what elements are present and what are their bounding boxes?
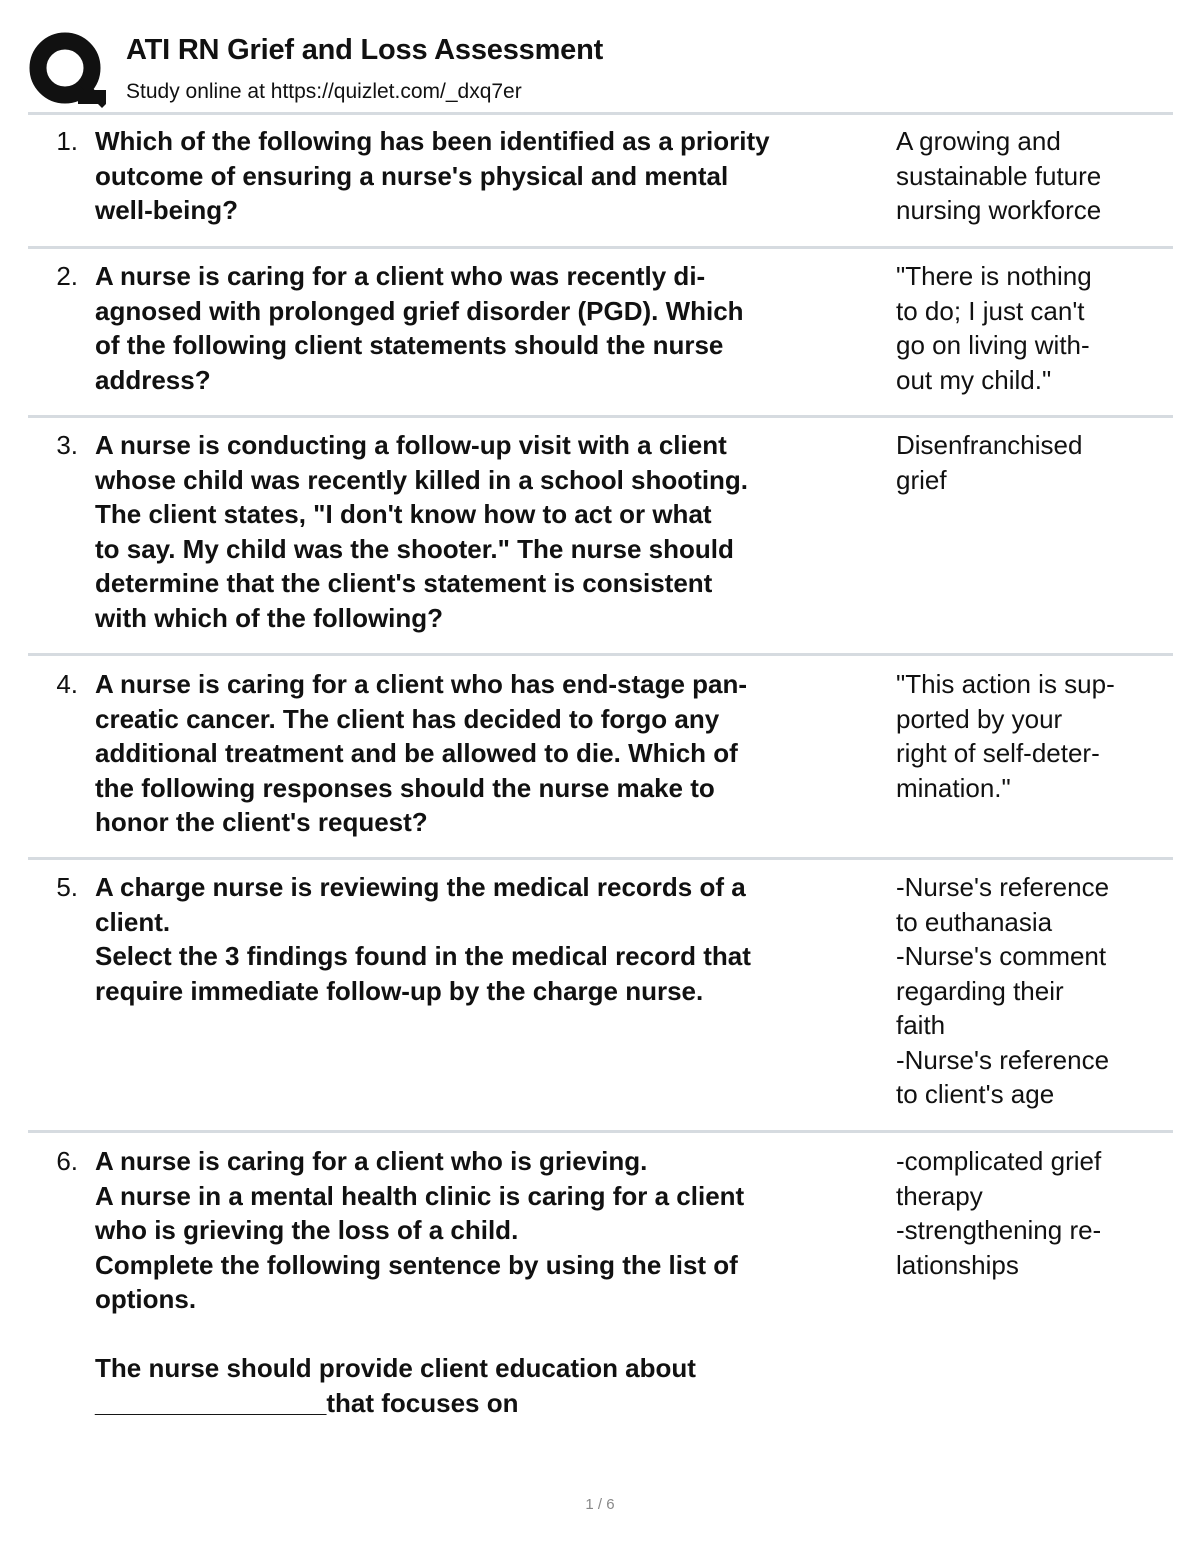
divider (28, 246, 1173, 249)
card-question: Which of the following has been identified as a priority outcome of ensuring a nurse's physical and mental well-being? (95, 126, 770, 225)
card-answer: Disenfranchised grief (896, 430, 1083, 495)
divider (28, 1130, 1173, 1133)
card-answer: "There is nothing to do; I just can't go on living with- out my child." (896, 261, 1092, 395)
card-question: A charge nurse is reviewing the medical records of a client. Select the 3 findings found in the medical record that require immediate follow-up by the charge nurse. (95, 872, 751, 1006)
document-title: ATI RN Grief and Loss Assessment (126, 34, 604, 66)
card-answer: -Nurse's reference to euthanasia -Nurse's comment regarding their faith -Nurse's reference to client's age (896, 872, 1110, 1109)
card-question: A nurse is caring for a client who is grieving. A nurse in a mental health clinic is caring for a client who is grieving the loss of a child. Complete the following sentence by using the list of options. The nurse should provide client education about ________________that focuses on (95, 1146, 745, 1418)
card-number: 3. (56, 430, 78, 460)
page-header (28, 30, 1173, 110)
divider (28, 653, 1173, 656)
card-number: 2. (56, 261, 78, 291)
card-number: 5. (56, 872, 78, 902)
divider (28, 857, 1173, 860)
page-number: 1 / 6 (585, 1496, 615, 1513)
study-link-text: Study online at https://quizlet.com/_dxq7er (126, 80, 522, 103)
card-answer: "This action is sup- ported by your right of self-deter- mination." (896, 669, 1115, 803)
card-question: A nurse is caring for a client who was recently di- agnosed with prolonged grief disorder (PGD). Which of the following client statements should the nurse address? (95, 261, 744, 395)
quizlet-logo-icon (28, 30, 108, 110)
card-answer: A growing and sustainable future nursing workforce (896, 126, 1102, 225)
divider (28, 112, 1173, 115)
divider (28, 415, 1173, 418)
card-number: 4. (56, 669, 78, 699)
card-number: 6. (56, 1146, 78, 1176)
card-number: 1. (56, 126, 78, 156)
card-question: A nurse is conducting a follow-up visit with a client whose child was recently killed in a school shooting. The client states, "I don't know how to act or what to say. My child was the shooter." The nurse should determine that the client's statement is consistent with which of the following? (95, 430, 749, 633)
card-question: A nurse is caring for a client who has end-stage pan- creatic cancer. The client has decided to forgo any additional treatment and be allowed to die. Which of the following responses should the nurse make to honor the client's request? (95, 669, 748, 837)
card-answer: -complicated grief therapy -strengthening re- lationships (896, 1146, 1102, 1280)
